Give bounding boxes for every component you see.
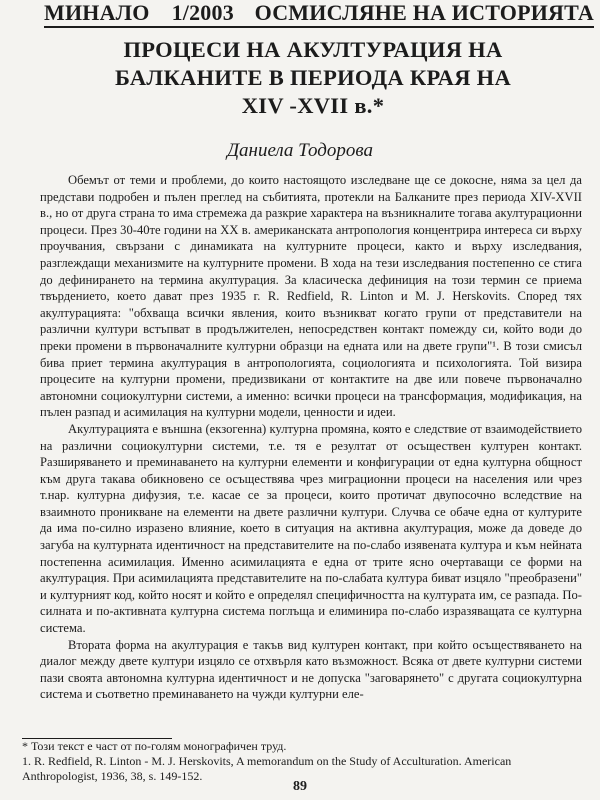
title-line: ПРОЦЕСИ НА АКУЛТУРАЦИЯ НА (123, 37, 503, 62)
article-title (60, 36, 566, 120)
footnote: 1. R. Redfield, R. Linton - M. J. Herskovits, A memorandum on the Study of Acculturation. American Anthropologist, 1936, 38, s. 149-152. (22, 754, 512, 783)
article-author: Даниела Тодорова (226, 140, 374, 161)
footnote: * Този текст е част от по-голям монографичен труд. (22, 739, 287, 753)
title-line: XIV -XVII в.* (241, 93, 385, 118)
page-number: 89 (293, 779, 307, 794)
running-header (44, 0, 594, 28)
article-body (40, 172, 582, 703)
title-line: БАЛКАНИТЕ В ПЕРИОДА КРАЯ НА (114, 65, 512, 90)
footnotes (22, 738, 582, 784)
body-paragraph: Обемът от теми и проблеми, до които настоящото изследване ще се докосне, няма за цел да представи подробен и пълен преглед на събитията, протекли на Балканите през периода XIV-XVII в., но от друга страна то има стремежа да разкрие характера на възникналите тогава акултурационни процеси. През 30-40те години на XX в. американската антропология концентрира интереса си върху проучвания, свързани с динамиката на културните процеси, както и върху изследвания, разглеждащи механизмите на културните промени. В хода на тези изследвания постепенно се стига до дефинирането на термина акултурация. За класическа дефиниция на този термин се приема твърдението, което дават през 1935 г. R. Redfield, R. Linton и M. J. Herskovits. Според тях акултурацията: "обхваща всички явления, които възникват когато групи от представители на различни култури встъпват в продължителен, непосредствен контакт помежду си, който води до преки промени в първоначалните културни образци на едната или на двете групи"¹. В този смисъл бива приет термина акултурация в антропологията, социологията и психологията. Той визира процесите на културни промени, предизвикани от контактите на две или повече първоначално автономни социокултурни системи, а именно: всички процеси на трансформация, модификация, на пълен разпад и асимилация на културни модели, ценности и идеи. (40, 173, 582, 420)
section-name: ОСМИСЛЯНЕ НА ИСТОРИЯТА (254, 0, 594, 25)
body-paragraph: Акултурацията е външна (екзогенна) културна промяна, която е следствие от взаимодействието на различни социокултурни системи, т.е. тя е резултат от осъществен културен контакт. Разширяването и преминаването на културни елементи и конфигурации от една културна общност към друга такава обикновено се осъществява чрез миграционни процеси на населения или чрез т.нар. културна дифузия, т.е. касае се за процеси, които протичат двупосочно вследствие на взаимното проникване на елементи на двете различни култури. Случва се обаче една от културите да има по-силно изразено влияние, което в ситуация на активна акултурация, може да доведе до загуба на културната идентичност на представителите на по-слабо изявената култура и към нейната постепенна асимилация. Именно асимилацията е една от трите ясно очертаващи се форми на акултурация. При асимилацията представителите на по-слабата култура биват изцяло "преобразени" и културният код, който носят и който е определял специфичността на културата им, се разпада. По-силната и по-активната културна система поглъща и елиминира по-слабо изразяващата се културна система. (40, 421, 582, 636)
body-paragraph: Втората форма на акултурация е такъв вид културен контакт, при който осъществяването на диалог между двете култури изцяло се отхвърля като възможност. Всяка от двете културни системи пази своята автономна културна идентичност и не допуска "заговарянето" с другата социокултурна система и съответно преминаването на чужди културни еле- (40, 637, 582, 702)
journal-name: МИНАЛО (44, 0, 150, 25)
running-header-left (44, 0, 234, 26)
journal-issue: 1/2003 (171, 0, 234, 25)
